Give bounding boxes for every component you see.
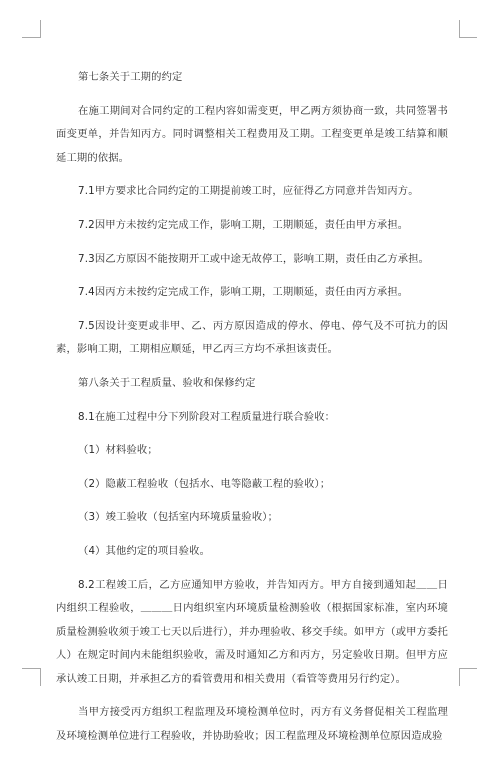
clause-8-2-supervision: 当甲方接受丙方组织工程监理及环境检测单位时，丙方有义务督促相关工程监理及环境检测单位进行工程验收，并协助验收；因工程监理及环境检测单位原因造成验 bbox=[56, 706, 448, 743]
crop-mark-top-left-horizontal bbox=[22, 37, 40, 38]
clause-8-1-item-3: （3）竣工验收（包括室内环境质量验收）； bbox=[78, 511, 279, 524]
clause-7-1: 7.1甲方要求比合同约定的工期提前竣工时，应征得乙方同意并告知丙方。 bbox=[78, 185, 419, 198]
crop-mark-top-left-vertical bbox=[40, 20, 41, 38]
article-8-heading: 第八条关于工程质量、验收和保修约定 bbox=[78, 376, 256, 389]
clause-7-5: 7.5因设计变更或非甲、乙、丙方原因造成的停水、停电、停气及不可抗力的因素，影响工期，工期相应顺延，甲乙丙三方均不承担该责任。 bbox=[56, 319, 448, 356]
crop-mark-bottom-left-horizontal bbox=[22, 668, 40, 669]
crop-mark-top-right-horizontal bbox=[459, 37, 477, 38]
document-body bbox=[56, 66, 448, 759]
clause-7-2: 7.2因甲方未按约定完成工作，影响工期，工期顺延，责任由甲方承担。 bbox=[78, 218, 409, 231]
clause-8-1-item-4: （4）其他约定的项目验收。 bbox=[78, 544, 211, 557]
crop-mark-bottom-right-vertical bbox=[459, 668, 460, 686]
clause-8-1: 8.1在施工过程中分下列阶段对工程质量进行联合验收： bbox=[78, 410, 336, 423]
crop-mark-bottom-left-vertical bbox=[40, 668, 41, 686]
crop-mark-bottom-right-horizontal bbox=[459, 668, 477, 669]
clause-7-4: 7.4因丙方未按约定完成工作，影响工期，工期顺延，责任由丙方承担。 bbox=[78, 286, 409, 299]
article-7-heading: 第七条关于工期的约定 bbox=[78, 71, 183, 83]
clause-7-3: 7.3因乙方原因不能按期开工或中途无故停工，影响工期，责任由乙方承担。 bbox=[78, 252, 430, 265]
crop-mark-top-right-vertical bbox=[459, 20, 460, 38]
article-7-intro: 在施工期间对合同约定的工程内容如需变更，甲乙两方须协商一致，共同签署书面变更单，并告知丙方。同时调整相关工程费用及工期。工程变更单是竣工结算和顺延工期的依据。 bbox=[56, 104, 448, 164]
clause-8-1-item-1: （1）材料验收； bbox=[78, 444, 158, 457]
clause-8-1-item-2: （2）隐蔽工程验收（包括水、电等隐蔽工程的验收）； bbox=[78, 477, 331, 490]
clause-8-2: 8.2工程竣工后，乙方应通知甲方验收，并告知丙方。甲方自接到通知起＿＿日内组织工程验收，＿＿＿日内组织室内环境质量检测验收（根据国家标准，室内环境质量检测验收须于竣工七天以后进行），并办理验收、移交手续。如甲方（或甲方委托人）在规定时间内未能组织验收，需及时通知乙方和丙方，另定验收日期。但甲方应承认竣工日期，并承担乙方的看管费用和相关费用（看管等费用另行约定）。 bbox=[56, 578, 448, 685]
